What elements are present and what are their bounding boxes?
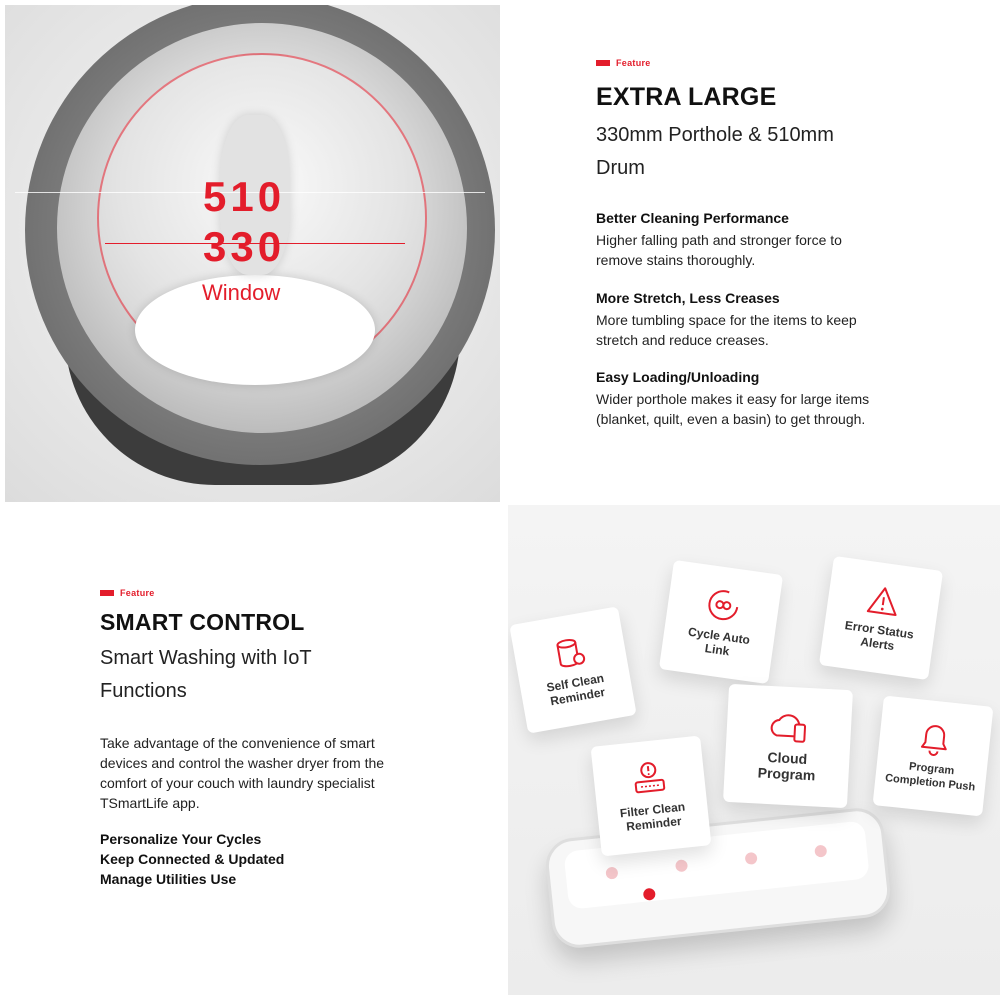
- bullet-item: Personalize Your Cycles: [100, 831, 262, 847]
- feature-tag: [596, 58, 651, 68]
- feature-tag: [100, 588, 155, 598]
- tile-cycle-auto-link: [659, 560, 783, 684]
- app-dot: [814, 845, 827, 858]
- benefit-body-line2: remove stains thoroughly.: [596, 252, 756, 268]
- bell-icon: [917, 721, 952, 758]
- section-heading: SMART CONTROL: [100, 609, 305, 635]
- tile-label: Error Status Alerts: [844, 618, 915, 654]
- window-label: Window: [202, 280, 281, 305]
- smart-control-section: [0, 505, 500, 1000]
- porthole-size-number: 330: [203, 223, 286, 270]
- benefit-body-line1: Wider porthole makes it easy for large items: [596, 391, 870, 407]
- section-heading: EXTRA LARGE: [596, 83, 777, 111]
- tile-self-clean: [509, 606, 636, 733]
- feature-tag-bar: [596, 60, 610, 66]
- tile-label: Self Clean Reminder: [545, 670, 607, 709]
- benefit-body-line2: stretch and reduce creases.: [596, 332, 769, 348]
- tile-label: Cloud Program: [757, 748, 816, 784]
- cylinder-icon: [550, 634, 589, 673]
- section-subheading-line1: Smart Washing with IoT: [100, 647, 312, 669]
- benefit-body-line1: Higher falling path and stronger force to: [596, 232, 842, 248]
- feature-tag-label: Feature: [616, 58, 651, 68]
- benefit-title: Easy Loading/Unloading: [596, 369, 760, 385]
- section-subheading-line1: 330mm Porthole & 510mm: [596, 124, 834, 146]
- section-paragraph: Take advantage of the convenience of smart devices and control the washer dryer from the comfort of your couch with laundry specialist TSmartLife app.: [100, 735, 385, 811]
- tile-program-completion: [873, 696, 994, 817]
- drum-illustration: [5, 5, 500, 502]
- app-dot: [675, 859, 688, 872]
- cloud-phone-icon: [766, 709, 812, 745]
- benefit-body-line2: (blanket, quilt, even a basin) to get through.: [596, 411, 866, 427]
- app-dot: [643, 888, 656, 901]
- tile-filter-clean: [591, 736, 712, 857]
- app-dot: [745, 852, 758, 865]
- iot-illustration: [508, 505, 1000, 995]
- app-dot: [605, 866, 618, 879]
- cycle-link-icon: [703, 585, 744, 626]
- benefit-title: Better Cleaning Performance: [596, 210, 789, 226]
- smartphone: [543, 806, 893, 951]
- section-subheading-line2: Functions: [100, 680, 187, 702]
- warning-icon: [864, 583, 902, 619]
- bullet-item: Manage Utilities Use: [100, 871, 237, 887]
- bullet-item: Keep Connected & Updated: [100, 851, 285, 867]
- feature-tag-bar: [100, 590, 114, 596]
- benefit-body-line1: More tumbling space for the items to keep: [596, 312, 857, 328]
- section-subheading-line2: Drum: [596, 157, 645, 179]
- tile-label: Program Completion Push: [884, 760, 976, 794]
- drum-size-number: 510: [203, 173, 286, 220]
- benefit-title: More Stretch, Less Creases: [596, 290, 780, 306]
- extra-large-section: [500, 0, 1000, 505]
- tile-error-status: [819, 556, 943, 680]
- tile-label: Cycle Auto Link: [687, 624, 751, 659]
- tile-cloud-program: [723, 684, 853, 808]
- tile-label: Filter Clean Reminder: [619, 799, 686, 834]
- feature-tag-label: Feature: [120, 588, 155, 598]
- filter-warning-icon: [628, 759, 670, 799]
